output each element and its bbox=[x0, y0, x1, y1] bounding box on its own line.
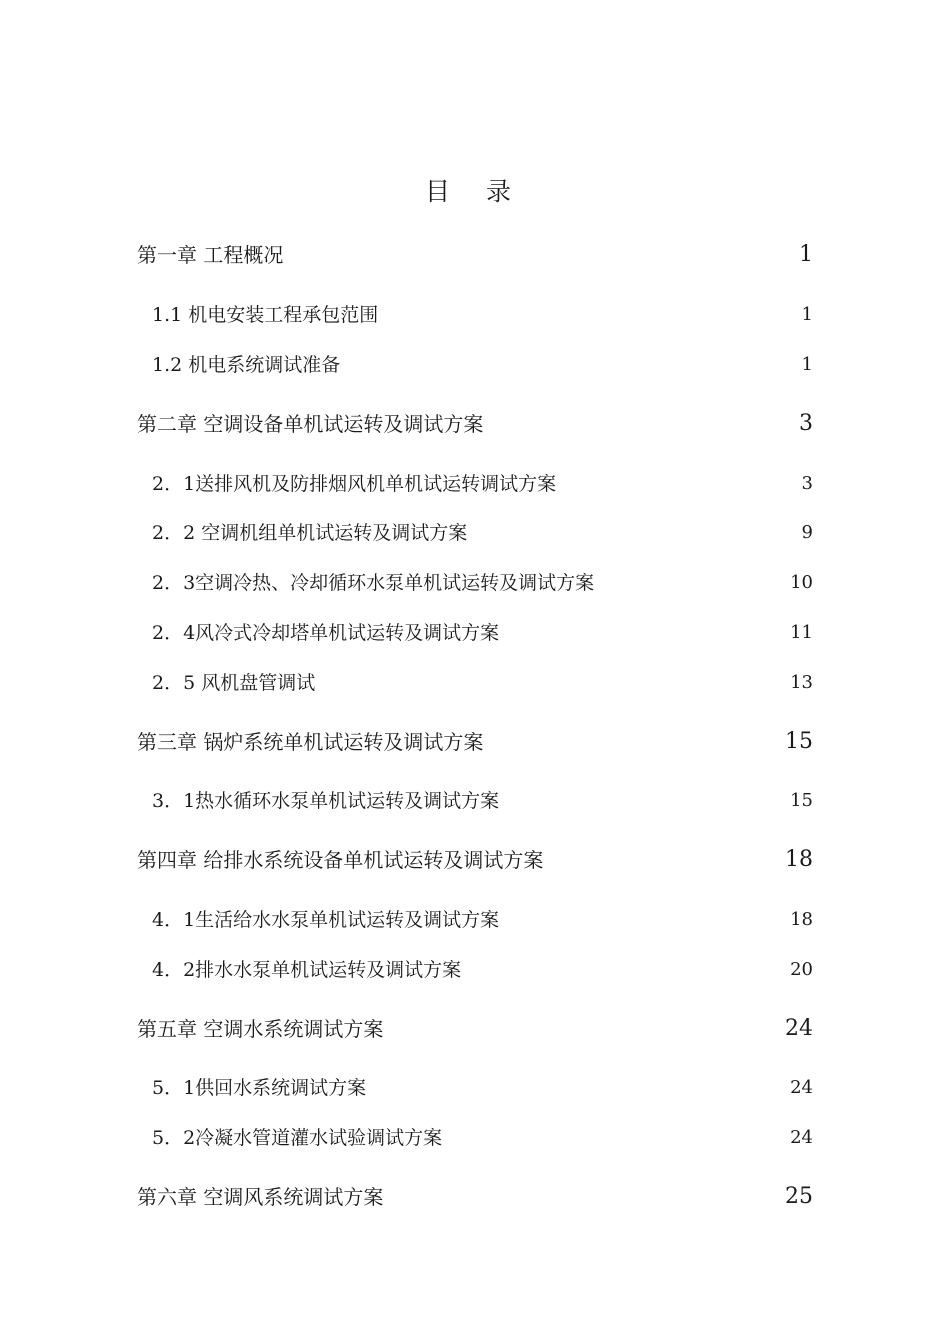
toc-entry-label: 2．5 风机盘管调试 bbox=[152, 672, 316, 694]
toc-section-5-2[interactable] bbox=[152, 1123, 813, 1153]
toc-entry-label: 第二章 空调设备单机试运转及调试方案 bbox=[137, 412, 484, 436]
toc-page-number: 24 bbox=[785, 1016, 813, 1041]
toc-page-number: 10 bbox=[790, 572, 813, 593]
page-title: 目 录 bbox=[425, 177, 525, 206]
toc-entry-label: 5．1供回水系统调试方案 bbox=[152, 1077, 367, 1099]
toc-page-number: 15 bbox=[785, 729, 813, 754]
toc-section-1-1[interactable] bbox=[152, 300, 813, 330]
toc-section-2-4[interactable] bbox=[152, 618, 813, 648]
toc-entry-label: 第一章 工程概况 bbox=[137, 243, 284, 267]
toc-page-number: 18 bbox=[785, 847, 813, 872]
toc-section-2-5[interactable] bbox=[152, 668, 813, 698]
toc-section-1-2[interactable] bbox=[152, 350, 813, 380]
toc-page-number: 24 bbox=[790, 1077, 813, 1098]
toc-entry-label: 4．2排水水泵单机试运转及调试方案 bbox=[152, 959, 462, 981]
toc-entry-label: 2．4风冷式冷却塔单机试运转及调试方案 bbox=[152, 622, 500, 644]
toc-page-number: 1 bbox=[799, 242, 813, 267]
toc-section-4-1[interactable] bbox=[152, 905, 813, 935]
toc-page-number: 13 bbox=[790, 672, 813, 693]
toc-entry-label: 第五章 空调水系统调试方案 bbox=[137, 1017, 384, 1041]
toc-entry-label: 1.1 机电安装工程承包范围 bbox=[152, 304, 379, 326]
toc-entry-label: 5．2冷凝水管道灌水试验调试方案 bbox=[152, 1127, 443, 1149]
toc-page-number: 3 bbox=[799, 411, 813, 436]
toc-chapter-2[interactable] bbox=[137, 409, 813, 439]
toc-section-2-1[interactable] bbox=[152, 469, 813, 499]
toc-entry-label: 2．1送排风机及防排烟风机单机试运转调试方案 bbox=[152, 473, 557, 495]
toc-entry-label: 3．1热水循环水泵单机试运转及调试方案 bbox=[152, 790, 500, 812]
toc-page-number: 1 bbox=[801, 304, 813, 325]
toc-section-5-1[interactable] bbox=[152, 1073, 813, 1103]
toc-section-3-1[interactable] bbox=[152, 786, 813, 816]
toc-page-number: 3 bbox=[801, 473, 813, 494]
toc-entry-label: 2．3空调冷热、冷却循环水泵单机试运转及调试方案 bbox=[152, 572, 595, 594]
toc-entry-label: 2．2 空调机组单机试运转及调试方案 bbox=[152, 522, 468, 544]
toc-chapter-3[interactable] bbox=[137, 727, 813, 757]
toc-chapter-4[interactable] bbox=[137, 845, 813, 875]
toc-section-4-2[interactable] bbox=[152, 955, 813, 985]
toc-page-number: 20 bbox=[790, 959, 813, 980]
toc-entry-label: 第四章 给排水系统设备单机试运转及调试方案 bbox=[137, 848, 544, 872]
toc-section-2-2[interactable] bbox=[152, 518, 813, 548]
toc-section-2-3[interactable] bbox=[152, 568, 813, 598]
toc-page-number: 9 bbox=[801, 522, 813, 543]
toc-chapter-6[interactable] bbox=[137, 1182, 813, 1212]
toc-page-number: 1 bbox=[801, 354, 813, 375]
toc-page-number: 25 bbox=[785, 1184, 813, 1209]
toc-entry-label: 1.2 机电系统调试准备 bbox=[152, 354, 341, 376]
toc-page-number: 15 bbox=[790, 790, 813, 811]
toc-entry-label: 第三章 锅炉系统单机试运转及调试方案 bbox=[137, 730, 484, 754]
toc-entry-label: 4．1生活给水水泵单机试运转及调试方案 bbox=[152, 909, 500, 931]
toc-chapter-5[interactable] bbox=[137, 1014, 813, 1044]
toc-page-number: 18 bbox=[790, 909, 813, 930]
toc-entry-label: 第六章 空调风系统调试方案 bbox=[137, 1185, 384, 1209]
toc-page-number: 24 bbox=[790, 1127, 813, 1148]
toc-page-number: 11 bbox=[790, 622, 813, 643]
toc-chapter-1[interactable] bbox=[137, 240, 813, 270]
